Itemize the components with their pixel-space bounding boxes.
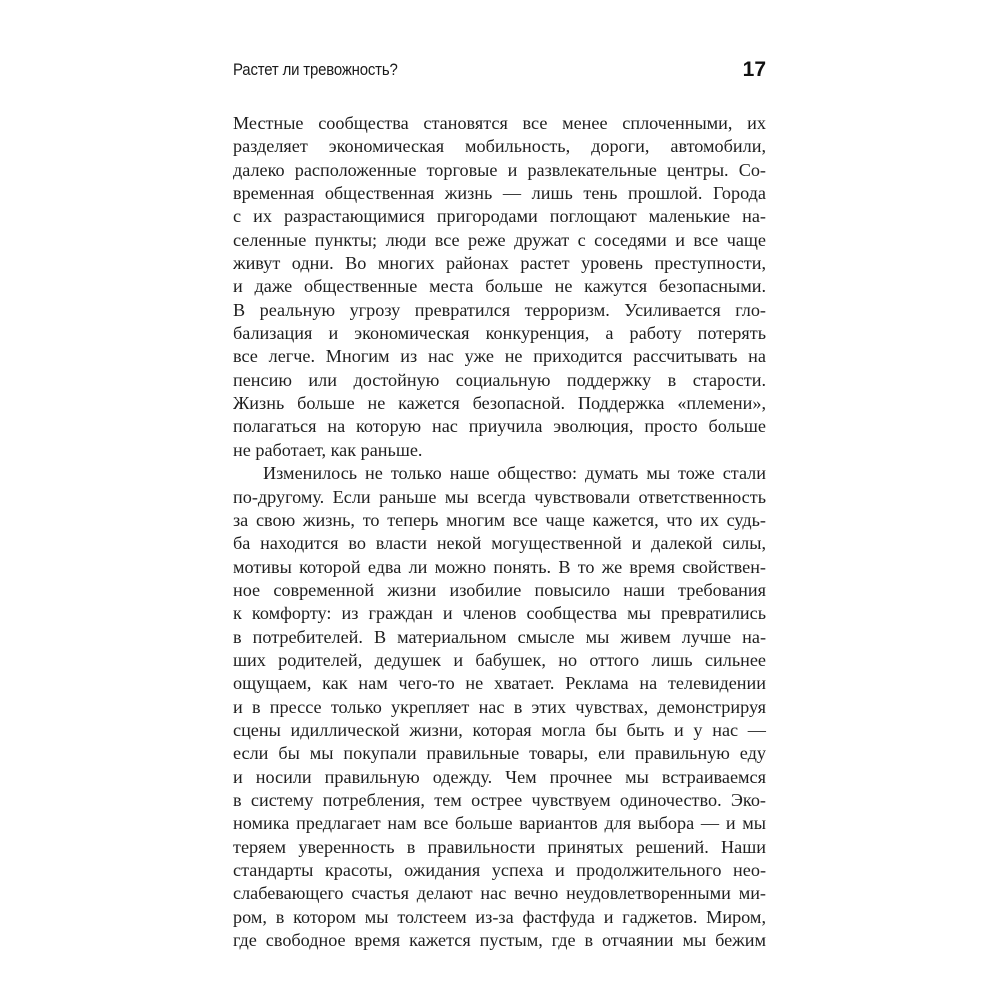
text-line: все легче. Многим из нас уже не приходится рассчитывать на [233,346,766,367]
text-line: слабевающего счастья делают нас вечно неудовлетворенными ми- [233,883,766,904]
text-line: сцены идиллической жизни, которая могла бы быть и у нас — [233,719,766,740]
text-line: за свою жизнь, то теперь многим все чаще кажется, что их судь- [233,509,766,530]
text-line: в потребителей. В материальном смысле мы живем лучше на- [233,626,766,647]
paragraph-2 [233,462,766,952]
text-line: в систему потребления, тем острее чувствуем одиночество. Эко- [233,789,766,810]
running-head [233,58,766,88]
body-text [233,112,766,952]
text-line: теряем уверенность в правильности принятых решений. Наши [233,836,766,857]
text-line: далеко расположенные торговые и развлекательные центры. Со- [233,159,766,180]
text-line: В реальную угрозу превратился терроризм. Усиливается гло- [233,299,766,320]
text-line: Местные сообщества становятся все менее сплоченными, их [233,113,766,133]
text-line: если бы мы покупали правильные товары, ели правильную еду [233,743,766,764]
text-line: к комфорту: из граждан и членов сообщества мы превратились [233,603,766,624]
text-line: ших родителей, дедушек и бабушек, но оттого лишь сильнее [233,649,766,670]
text-line: ощущаем, как нам чего-то не хватает. Реклама на телевидении [233,673,766,694]
text-line: ром, в котором мы толстеем из-за фастфуда и гаджетов. Миром, [233,906,766,927]
text-line: селенные пункты; люди все реже дружат с соседями и все чаще [233,229,766,250]
text-line: стандарты красоты, ожидания успеха и продолжительного нео- [233,860,766,880]
text-line: ба находится во власти некой могущественной и далекой силы, [233,533,766,554]
text-line: бализация и экономическая конкуренция, а работу потерять [233,323,766,344]
text-line: ное современной жизни изобилие повысило наши требования [233,579,766,600]
paragraph-1 [233,112,766,462]
text-line: номика предлагает нам все больше вариантов для выбора — и мы [233,813,766,834]
text-line: пенсию или достойную социальную поддержку в старости. [233,369,766,390]
text-line: разделяет экономическая мобильность, дороги, автомобили, [233,136,766,157]
text-line: не работает, как раньше. [233,439,423,460]
text-line: временная общественная жизнь — лишь тень прошлой. Города [233,183,766,204]
text-line: с их разрастающимися пригородами поглощают маленькие на- [233,206,766,227]
text-line: и даже общественные места больше не кажутся безопасными. [233,276,766,297]
text-line: полагаться на которую нас приучила эволюция, просто больше [233,416,766,437]
text-line: живут одни. Во многих районах растет уровень преступности, [233,253,766,274]
chapter-title: Растет ли тревожность? [233,60,398,79]
text-line: где свободное время кажется пустым, где в отчаянии мы бежим [233,930,766,951]
text-line: Изменилось не только наше общество: думать мы тоже стали [263,463,766,484]
page-number: 17 [742,58,766,81]
text-line: Жизнь больше не кажется безопасной. Поддержка «племени», [233,393,766,414]
text-line: и в прессе только укрепляет нас в этих чувствах, демонстрируя [233,696,766,717]
text-line: по-другому. Если раньше мы всегда чувствовали ответственность [233,486,766,507]
text-line: мотивы которой едва ли можно понять. В то же время свойствен- [233,556,766,577]
text-line: и носили правильную одежду. Чем прочнее мы встраиваемся [233,766,766,787]
